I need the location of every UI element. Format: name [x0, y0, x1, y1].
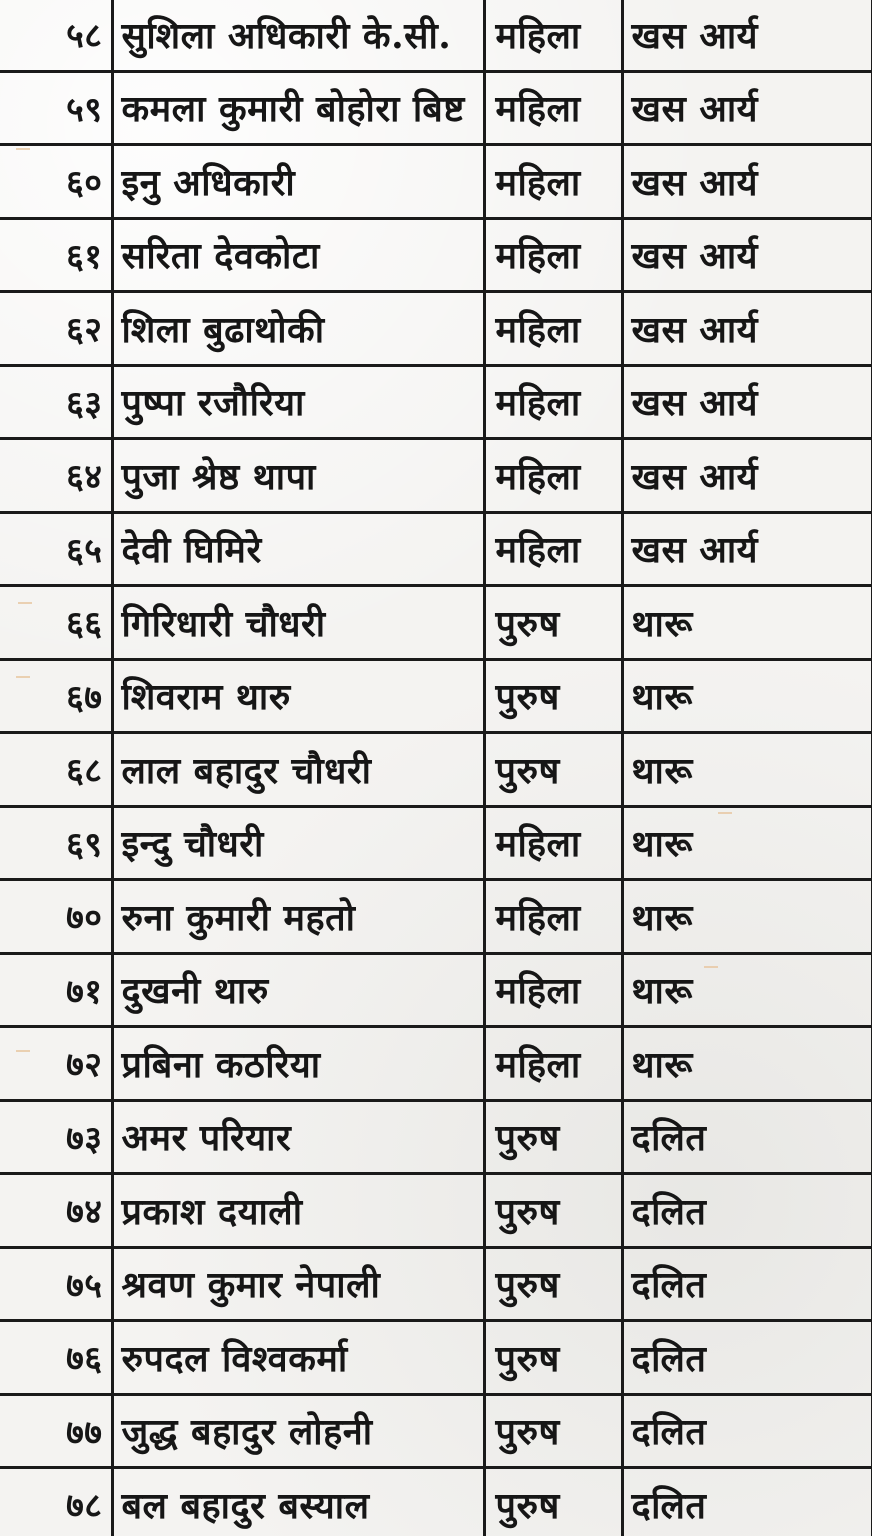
serial-number-cell: ६९ [0, 806, 112, 880]
serial-number-cell: ७२ [0, 1027, 112, 1101]
gender-cell: पुरुष [484, 1468, 622, 1536]
caste-cell: थारू [622, 1027, 872, 1101]
serial-number-cell: ५८ [0, 0, 112, 71]
caste-cell: खस आर्य [622, 145, 872, 219]
paper-speck [704, 966, 718, 968]
gender-cell: पुरुष [484, 586, 622, 660]
caste-cell: खस आर्य [622, 439, 872, 513]
caste-cell: थारू [622, 953, 872, 1027]
table-row [0, 439, 872, 513]
gender-cell: महिला [484, 439, 622, 513]
table-row [0, 659, 872, 733]
gender-cell: महिला [484, 953, 622, 1027]
table-row [0, 512, 872, 586]
table-row [0, 218, 872, 292]
gender-cell: महिला [484, 145, 622, 219]
caste-cell: दलित [622, 1321, 872, 1395]
serial-number-cell: ७५ [0, 1247, 112, 1321]
name-cell: इनु अधिकारी [112, 145, 484, 219]
serial-number-cell: ६० [0, 145, 112, 219]
serial-number-cell: ७६ [0, 1321, 112, 1395]
caste-cell: थारू [622, 733, 872, 807]
serial-number-cell: ६१ [0, 218, 112, 292]
name-cell: बल बहादुर बस्याल [112, 1468, 484, 1536]
table-row [0, 1100, 872, 1174]
gender-cell: महिला [484, 1027, 622, 1101]
serial-number-cell: ७८ [0, 1468, 112, 1536]
serial-number-cell: ६५ [0, 512, 112, 586]
name-cell: सुशिला अधिकारी के.सी. [112, 0, 484, 71]
serial-number-cell: ७३ [0, 1100, 112, 1174]
gender-cell: पुरुष [484, 1247, 622, 1321]
name-cell: पुष्पा रजौरिया [112, 365, 484, 439]
serial-number-cell: ७० [0, 880, 112, 954]
gender-cell: महिला [484, 218, 622, 292]
table-row [0, 806, 872, 880]
serial-number-cell: ६६ [0, 586, 112, 660]
caste-cell: थारू [622, 880, 872, 954]
serial-number-cell: ७१ [0, 953, 112, 1027]
caste-cell: खस आर्य [622, 71, 872, 145]
name-cell: श्रवण कुमार नेपाली [112, 1247, 484, 1321]
caste-cell: थारू [622, 586, 872, 660]
serial-number-cell: ६४ [0, 439, 112, 513]
paper-speck [16, 148, 30, 150]
serial-number-cell: ६३ [0, 365, 112, 439]
name-cell: दुखनी थारु [112, 953, 484, 1027]
table-row [0, 1394, 872, 1468]
name-cell: शिवराम थारु [112, 659, 484, 733]
gender-cell: महिला [484, 365, 622, 439]
gender-cell: महिला [484, 292, 622, 366]
paper-speck [18, 602, 32, 604]
gender-cell: पुरुष [484, 659, 622, 733]
name-cell: प्रबिना कठरिया [112, 1027, 484, 1101]
table-row [0, 365, 872, 439]
name-cell: शिला बुढाथोकी [112, 292, 484, 366]
caste-cell: खस आर्य [622, 512, 872, 586]
name-cell: गिरिधारी चौधरी [112, 586, 484, 660]
name-cell: सरिता देवकोटा [112, 218, 484, 292]
caste-cell: दलित [622, 1394, 872, 1468]
gender-cell: महिला [484, 806, 622, 880]
caste-cell: दलित [622, 1468, 872, 1536]
serial-number-cell: ६७ [0, 659, 112, 733]
table-row [0, 292, 872, 366]
name-cell: लाल बहादुर चौधरी [112, 733, 484, 807]
serial-number-cell: ६२ [0, 292, 112, 366]
name-cell: रुपदल विश्वकर्मा [112, 1321, 484, 1395]
gender-cell: पुरुष [484, 1100, 622, 1174]
gender-cell: पुरुष [484, 1174, 622, 1248]
table-row [0, 145, 872, 219]
paper-speck [718, 812, 732, 814]
table-row [0, 880, 872, 954]
gender-cell: पुरुष [484, 1321, 622, 1395]
table-row [0, 1468, 872, 1536]
name-cell: देवी घिमिरे [112, 512, 484, 586]
name-cell: प्रकाश दयाली [112, 1174, 484, 1248]
caste-cell: थारू [622, 659, 872, 733]
paper-speck [16, 1050, 30, 1052]
gender-cell: महिला [484, 71, 622, 145]
name-cell: रुना कुमारी महतो [112, 880, 484, 954]
caste-cell: थारू [622, 806, 872, 880]
table-row [0, 71, 872, 145]
caste-cell: खस आर्य [622, 292, 872, 366]
caste-cell: खस आर्य [622, 0, 872, 71]
name-cell: पुजा श्रेष्ठ थापा [112, 439, 484, 513]
table-row [0, 1027, 872, 1101]
name-cell: जुद्ध बहादुर लोहनी [112, 1394, 484, 1468]
caste-cell: दलित [622, 1100, 872, 1174]
serial-number-cell: ७४ [0, 1174, 112, 1248]
table-row [0, 1247, 872, 1321]
table-row [0, 0, 872, 71]
caste-cell: दलित [622, 1174, 872, 1248]
gender-cell: पुरुष [484, 733, 622, 807]
caste-cell: दलित [622, 1247, 872, 1321]
name-cell: इन्दु चौधरी [112, 806, 484, 880]
name-cell: अमर परियार [112, 1100, 484, 1174]
gender-cell: महिला [484, 880, 622, 954]
gender-cell: पुरुष [484, 1394, 622, 1468]
serial-number-cell: ७७ [0, 1394, 112, 1468]
serial-number-cell: ६८ [0, 733, 112, 807]
table-row [0, 586, 872, 660]
serial-number-cell: ५९ [0, 71, 112, 145]
caste-cell: खस आर्य [622, 218, 872, 292]
table-row [0, 953, 872, 1027]
name-cell: कमला कुमारी बोहोरा बिष्ट [112, 71, 484, 145]
table-row [0, 1321, 872, 1395]
gender-cell: महिला [484, 512, 622, 586]
table-row [0, 1174, 872, 1248]
caste-cell: खस आर्य [622, 365, 872, 439]
paper-speck [16, 676, 30, 678]
gender-cell: महिला [484, 0, 622, 71]
table-row [0, 733, 872, 807]
